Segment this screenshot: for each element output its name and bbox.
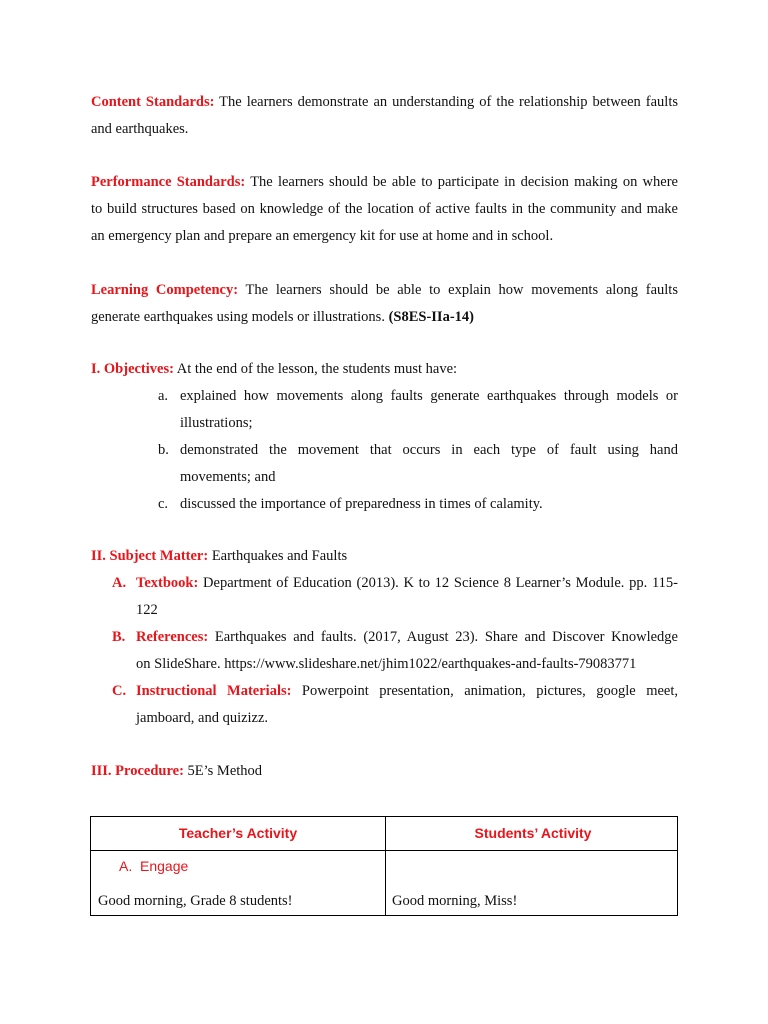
- subject-item-line2: 122: [136, 602, 158, 618]
- subject-item-label: References:: [136, 629, 209, 645]
- objective-text-line1: demonstrated the movement that occurs in each type of fault using hand: [180, 442, 678, 458]
- subject-item-marker: A.: [112, 575, 127, 591]
- objectives-intro: At the end of the lesson, the students must have:: [176, 361, 458, 377]
- subject-item-label: Textbook:: [136, 575, 199, 591]
- procedure-value: 5E’s Method: [187, 763, 263, 779]
- objective-item-c: [158, 491, 678, 518]
- learning-competency-line1: [91, 277, 678, 304]
- learning-competency-line2: [91, 304, 474, 331]
- objective-text-line2: illustrations;: [180, 415, 253, 431]
- section-marker: A.: [119, 858, 133, 874]
- subject-item-line2: jamboard, and quizizz.: [136, 710, 269, 726]
- subject-item-marker: B.: [112, 629, 126, 645]
- performance-standards-line3: an emergency plan and prepare an emergency kit for use at home and in school.: [91, 228, 554, 244]
- performance-standards-line2: to build structures based on knowledge of the location of active faults in the community and make: [91, 201, 678, 217]
- section-label: Engage: [140, 858, 189, 874]
- subject-item-line2: on SlideShare. https://www.slideshare.net/jhim1022/earthquakes-and-faults-79083771: [136, 656, 637, 672]
- procedure-label: III. Procedure:: [91, 763, 184, 779]
- subject-item-textbook: [112, 570, 678, 624]
- objective-marker: b.: [158, 442, 169, 458]
- subject-item-text: Department of Education (2013). K to 12 Science 8 Learner’s Module. pp. 115-: [203, 575, 678, 591]
- subject-item-line1: [136, 570, 678, 597]
- objective-marker: c.: [158, 496, 169, 512]
- header-students-activity: Students’ Activity: [474, 825, 592, 841]
- performance-standards-label: Performance Standards:: [91, 174, 246, 190]
- subject-matter-label: II. Subject Matter:: [91, 548, 209, 564]
- section-engage: [119, 858, 188, 874]
- subject-matter-heading: [91, 543, 347, 570]
- activity-table: [90, 816, 678, 916]
- content-standards-text: The learners demonstrate an understanding of the relationship between faults: [219, 94, 678, 110]
- learning-competency-label: Learning Competency:: [91, 282, 239, 298]
- learning-competency-code: (S8ES-IIa-14): [388, 309, 474, 325]
- subject-item-label: Instructional Materials:: [136, 683, 292, 699]
- objective-item-a: [158, 383, 678, 437]
- subject-item-line1: [136, 678, 678, 705]
- objective-text-line1: explained how movements along faults generate earthquakes through models or: [180, 388, 678, 404]
- content-standards-label: Content Standards:: [91, 94, 215, 110]
- learning-competency-text: The learners should be able to explain how movements along faults: [245, 282, 678, 298]
- student-greeting: Good morning, Miss!: [392, 893, 518, 909]
- subject-item-marker: C.: [112, 683, 127, 699]
- objective-text-line2: movements; and: [180, 469, 276, 485]
- teacher-greeting: Good morning, Grade 8 students!: [98, 893, 293, 909]
- subject-matter-value: Earthquakes and Faults: [211, 548, 348, 564]
- objective-marker: a.: [158, 388, 169, 404]
- content-standards-line1: [91, 89, 678, 116]
- subject-item-line1: [136, 624, 678, 651]
- content-standards-line2: and earthquakes.: [91, 121, 189, 137]
- learning-competency-text2: generate earthquakes using models or illustrations.: [91, 309, 385, 325]
- objectives-label: I. Objectives:: [91, 361, 174, 377]
- performance-standards-line1: [91, 169, 678, 196]
- objective-item-b: [158, 437, 678, 491]
- procedure-heading: [91, 758, 262, 785]
- objectives-heading: [91, 356, 457, 383]
- subject-item-materials: [112, 678, 678, 732]
- performance-standards-text: The learners should be able to participate in decision making on where: [250, 174, 678, 190]
- objective-text-line1: discussed the importance of preparedness in times of calamity.: [180, 496, 543, 512]
- subject-item-references: [112, 624, 678, 678]
- subject-item-text: Powerpoint presentation, animation, pictures, google meet,: [301, 683, 678, 699]
- subject-item-text: Earthquakes and faults. (2017, August 23). Share and Discover Knowledge: [214, 629, 678, 645]
- header-teachers-activity: Teacher’s Activity: [178, 825, 298, 841]
- table-header-divider: [91, 850, 677, 851]
